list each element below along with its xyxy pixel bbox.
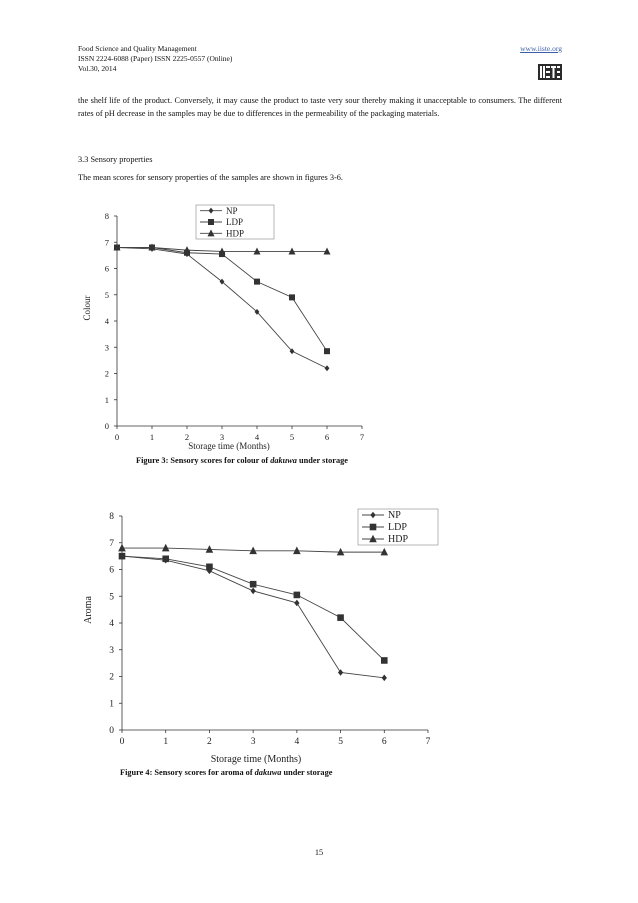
data-point-hdp [289, 247, 296, 254]
page-number: 15 [314, 848, 324, 857]
x-tick-label: 2 [207, 737, 212, 747]
journal-volume: Vol.30, 2014 [78, 64, 117, 73]
legend-label: NP [226, 205, 238, 216]
body-paragraph-1: the shelf life of the product. Conversely, it may cause the product to taste very sour thereby making it unacceptable to consumers. The different rates of pH decrease in the samples may be due to differences in the permeability of the packaging materials. [78, 96, 562, 118]
aroma-line-chart [0, 500, 638, 765]
y-tick-label: 3 [109, 645, 114, 656]
series-line-np [117, 248, 327, 369]
y-tick-label: 8 [109, 512, 114, 522]
data-point-np [220, 279, 225, 285]
x-tick-label: 6 [324, 432, 330, 442]
legend-label: HDP [226, 228, 245, 239]
x-axis-label: Storage time (Months) [188, 441, 270, 451]
data-point-hdp [118, 544, 126, 552]
x-tick-label: 7 [359, 432, 365, 442]
legend-label: LDP [226, 217, 244, 228]
data-point-np [382, 675, 387, 682]
y-tick-label: 1 [109, 699, 114, 710]
x-axis-label: Storage time (Months) [210, 754, 302, 765]
data-point-ldp [206, 564, 213, 571]
figure-4-caption: Figure 4: Sensory scores for aroma of dakuwa under storage [120, 768, 333, 777]
data-point-ldp [289, 294, 295, 300]
data-point-hdp [324, 247, 331, 254]
x-tick-label: 4 [294, 737, 300, 747]
x-tick-label: 5 [289, 432, 295, 442]
y-tick-label: 7 [104, 237, 109, 248]
y-tick-label: 4 [104, 316, 109, 326]
y-tick-label: 2 [109, 672, 114, 683]
x-tick-label: 5 [338, 737, 343, 747]
legend-label: NP [388, 510, 401, 522]
data-point-hdp [162, 544, 170, 552]
x-tick-label: 6 [381, 737, 387, 747]
data-point-ldp [381, 657, 388, 664]
data-point-ldp [162, 556, 169, 563]
legend-marker [208, 219, 214, 225]
data-point-ldp [294, 592, 301, 599]
x-tick-label: 4 [254, 432, 260, 442]
data-point-hdp [254, 247, 261, 254]
journal-website-link[interactable]: www.iiste.org [520, 44, 562, 53]
x-tick-label: 2 [184, 432, 190, 442]
y-tick-label: 0 [104, 421, 109, 431]
data-point-ldp [337, 614, 344, 621]
section-heading: 3.3 Sensory properties [78, 155, 153, 164]
x-tick-label: 1 [149, 432, 155, 442]
y-tick-label: 0 [109, 726, 114, 736]
journal-name: Food Science and Quality Management [78, 44, 197, 53]
y-tick-label: 1 [104, 394, 109, 405]
data-point-ldp [250, 581, 257, 588]
x-tick-label: 7 [425, 737, 431, 747]
y-tick-label: 5 [109, 592, 114, 603]
data-point-ldp [324, 348, 330, 354]
legend-marker [370, 524, 377, 531]
legend-label: LDP [388, 522, 407, 534]
journal-header [78, 44, 232, 74]
series-line-ldp [122, 556, 384, 660]
y-tick-label: 3 [104, 342, 109, 353]
figure-3-caption: Figure 3: Sensory scores for colour of dakuwa under storage [136, 456, 348, 465]
y-tick-label: 4 [109, 619, 114, 629]
colour-line-chart [0, 200, 638, 460]
data-point-hdp [380, 548, 388, 556]
y-tick-label: 6 [109, 565, 114, 576]
x-tick-label: 0 [114, 432, 120, 442]
y-tick-label: 6 [104, 263, 109, 274]
data-point-ldp [254, 279, 260, 285]
y-tick-label: 5 [104, 289, 109, 300]
x-tick-label: 1 [163, 737, 169, 747]
legend-label: HDP [388, 534, 409, 546]
series-line-ldp [117, 248, 327, 352]
data-point-hdp [293, 546, 301, 554]
data-point-np [325, 365, 330, 371]
data-point-np [251, 588, 256, 595]
y-axis-label: Colour [82, 295, 92, 321]
x-tick-label: 0 [119, 737, 125, 747]
x-tick-label: 3 [250, 737, 256, 747]
y-tick-label: 7 [109, 538, 114, 549]
y-axis-label: Aroma [83, 596, 94, 624]
y-tick-label: 2 [104, 368, 109, 379]
journal-issn: ISSN 2224-6088 (Paper) ISSN 2225-0557 (Online) [78, 54, 233, 63]
series-line-np [122, 556, 384, 678]
body-paragraph-2: The mean scores for sensory properties of the samples are shown in figures 3-6. [78, 173, 343, 182]
iiste-logo [538, 64, 562, 80]
x-tick-label: 3 [219, 432, 225, 442]
data-point-ldp [119, 553, 126, 560]
y-tick-label: 8 [104, 211, 109, 221]
